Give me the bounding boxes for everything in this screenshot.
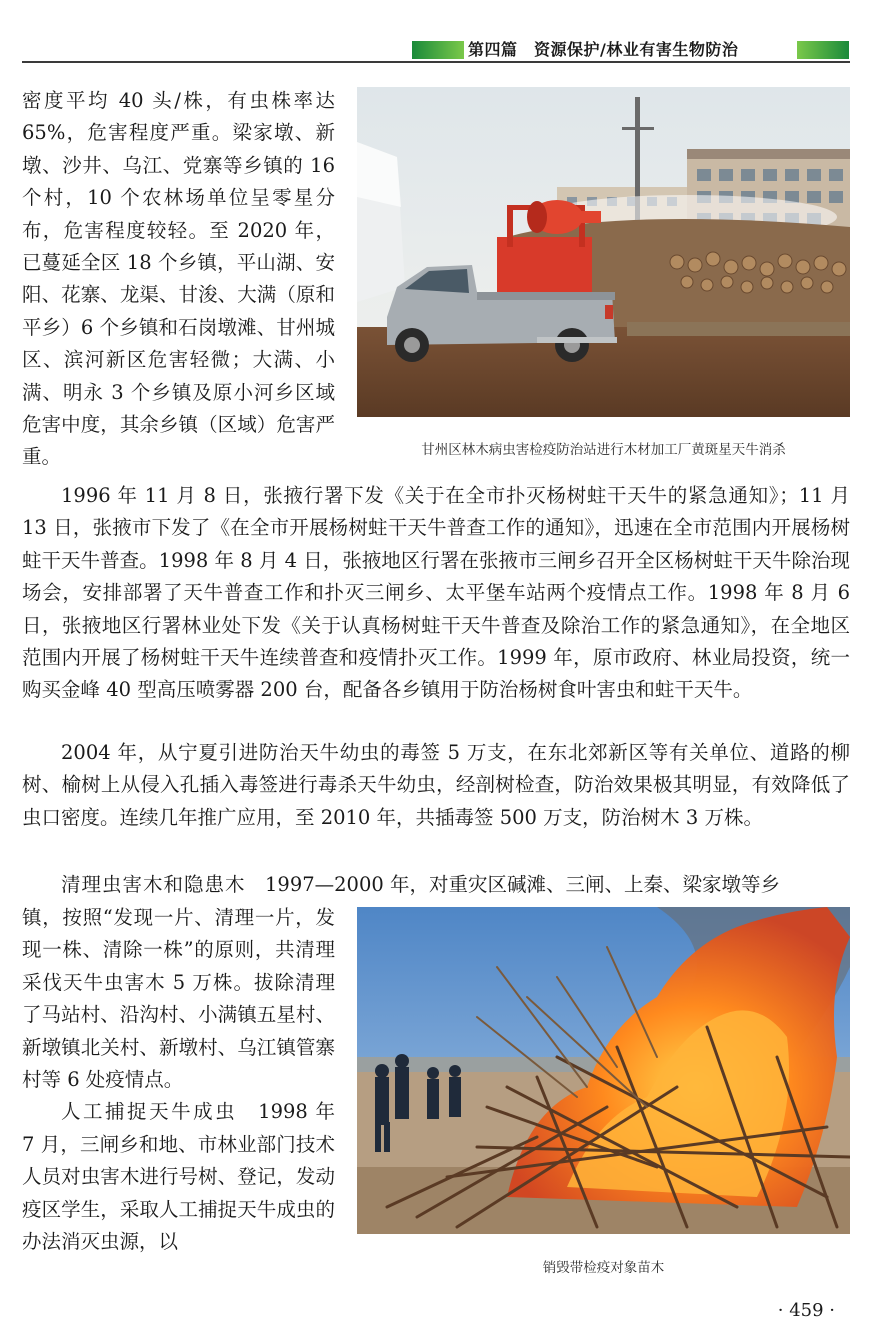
paragraph-clearing-lead <box>22 869 850 901</box>
section-lead-capture: 人工捕捉天牛成虫 <box>61 1100 238 1124</box>
photo-timber-yard-fumigation <box>357 87 850 417</box>
figure-caption-2: 销毁带检疫对象苗木 <box>542 1260 665 1276</box>
paragraph-2004-poison-sticks: 2004 年，从宁夏引进防治天牛幼虫的毒签 5 万支，在东北郊新区等有关单位、道路的柳树、榆树上从侵入孔插入毒签进行毒杀天牛幼虫，经剖树检查，防治效果极其明显，有效降低了虫口密度。连续几年推广应用，至 2010 年，共插毒签 500 万支，防治树木 3 万株。 <box>22 741 850 829</box>
section-lead-clearing: 清理虫害木和隐患木 <box>61 873 246 896</box>
header-decor-bar-right <box>797 41 849 59</box>
paragraph-1996-campaign: 1996 年 11 月 8 日，张掖行署下发《关于在全市扑灭杨树蛀干天牛的紧急通知》；11 月 13 日，张掖市下发了《在全市开展杨树蛀干天牛普查工作的通知》，迅速在全市范围内开展杨树蛀干天牛普查。1998 年 8 月 4 日，张掖地区行署在张掖市三闸乡召开全区杨树蛀干天牛除治现场会，安排部署了天牛普查工作和扑灭三闸乡、太平堡车站两个疫情点工作。1998 年 8 月 6 日，张掖地区行署林业处下发《关于认真杨树蛀干天牛普查及除治工作的紧急通知》，在全地区范围内开展了杨树蛀干天牛连续普查和疫情扑灭工作。1999 年，原市政府、林业局投资，统一购买金峰 40 型高压喷雾器 200 台，配备各乡镇用于防治杨树食叶害虫和蛀干天牛。 <box>22 484 850 702</box>
page-number: · 459 · <box>777 1300 835 1321</box>
chapter-header: 第四篇 资源保护/林业有害生物防治 <box>468 40 739 59</box>
header-rule <box>22 61 850 63</box>
paragraph-infestation-density: 密度平均 40 头/株，有虫株率达 65%，危害程度严重。梁家墩、新墩、沙井、乌江、党寨等乡镇的 16 个村，10 个农林场单位呈零星分布，危害程度较轻。至 2020 年，已蔓延全区 18 个乡镇，平山湖、安阳、花寨、龙渠、甘浚、大满（原和平乡）6 个乡镇和石岗墩滩、甘州城区、滨河新区危害轻微；大满、小满、明永 3 个乡镇及原小河乡区域危害中度，其余乡镇（区域）危害严重。 <box>22 89 335 469</box>
paragraph-clearing-and-capture <box>22 902 335 1258</box>
paragraph-clearing-rest: 镇，按照“发现一片、清理一片，发现一株、清除一株”的原则，共清理采伐天牛虫害木 5 万株。拔除清理了马站村、沿沟村、小满镇五星村、新墩镇北关村、新墩村、乌江镇管寨村等 6 处疫情点。 <box>22 906 335 1092</box>
figure-caption-1: 甘州区林木病虫害检疫防治站进行木材加工厂黄斑星天牛消杀 <box>421 442 786 458</box>
paragraph-capture-text: 1998 年 7 月，三闸乡和地、市林业部门技术人员对虫害木进行号树、登记，发动疫区学生，采取人工捕捉天牛成虫的办法消灭虫源，以 <box>22 1100 335 1254</box>
photo-burning-infested-saplings <box>357 907 850 1234</box>
header-decor-bar-left <box>412 41 464 59</box>
paragraph-manual-capture <box>22 1096 335 1258</box>
paragraph-clearing-line1: 1997—2000 年，对重灾区碱滩、三闸、上秦、梁家墩等乡 <box>245 873 780 896</box>
